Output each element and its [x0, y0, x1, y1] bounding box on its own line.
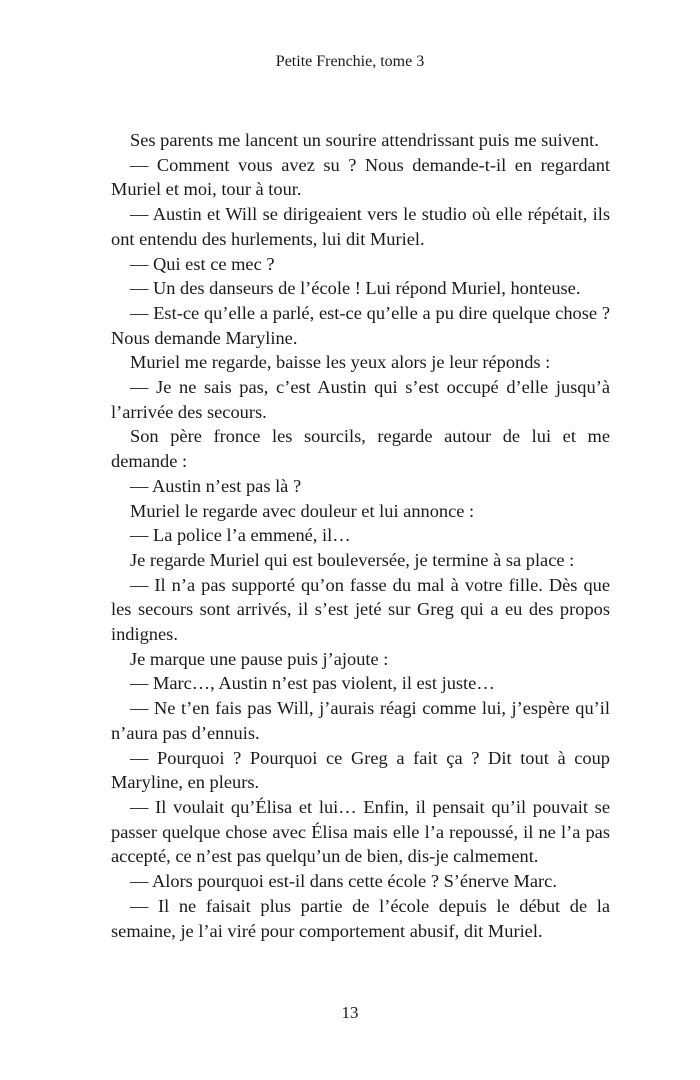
page-body	[111, 128, 610, 943]
paragraph: — Comment vous avez su ? Nous demande-t-il en regardant Muriel et moi, tour à tour.	[111, 154, 610, 200]
paragraph: — Pourquoi ? Pourquoi ce Greg a fait ça ? Dit tout à coup Maryline, en pleurs.	[111, 747, 610, 793]
paragraph: — Austin n’est pas là ?	[130, 475, 302, 496]
running-header	[0, 52, 700, 72]
paragraph: — Il n’a pas supporté qu’on fasse du mal à votre fille. Dès que les secours sont arrivés, il s’est jeté sur Greg qui a eu des propos indignes.	[111, 574, 610, 645]
paragraph: — Est-ce qu’elle a parlé, est-ce qu’elle a pu dire quelque chose ? Nous demande Maryline.	[111, 302, 610, 348]
paragraph: Je regarde Muriel qui est bouleversée, je termine à sa place :	[130, 549, 575, 570]
paragraph: Ses parents me lancent un sourire attendrissant puis me suivent.	[130, 130, 599, 150]
paragraph: — Austin et Will se dirigeaient vers le studio où elle répétait, ils ont entendu des hurlements, lui dit Muriel.	[111, 204, 610, 249]
paragraph: — Qui est ce mec ?	[130, 253, 275, 274]
page-number-value: 13	[341, 1003, 359, 1022]
book-title: Petite Frenchie, tome 3	[275, 53, 425, 70]
paragraph: — Je ne sais pas, c’est Austin qui s’est occupé d’elle jusqu’à l’arrivée des secours.	[111, 377, 610, 422]
page-number	[0, 1003, 700, 1023]
paragraph: — Alors pourquoi est-il dans cette école ? S’énerve Marc.	[130, 871, 557, 892]
paragraph: — Ne t’en fais pas Will, j’aurais réagi comme lui, j’espère qu’il n’aura pas d’ennuis.	[111, 698, 610, 743]
paragraph: — Il voulait qu’Élisa et lui… Enfin, il pensait qu’il pouvait se passer quelque chose avec Élisa mais elle l’a repoussé, il ne l’a pas accepté, ce n’est pas quelqu’un de bien, dis-je calmement.	[111, 796, 610, 867]
paragraph: Son père fronce les sourcils, regarde autour de lui et me demande :	[111, 426, 610, 472]
paragraph: — Il ne faisait plus partie de l’école depuis le début de la semaine, je l’ai viré pour comportement abusif, dit Muriel.	[111, 895, 610, 941]
paragraph: Muriel le regarde avec douleur et lui annonce :	[130, 500, 475, 521]
paragraph: Muriel me regarde, baisse les yeux alors je leur réponds :	[130, 352, 551, 373]
paragraph: Je marque une pause puis j’ajoute :	[130, 648, 389, 669]
paragraph: — La police l’a emmené, il…	[130, 525, 351, 546]
paragraph: — Marc…, Austin n’est pas violent, il est juste…	[130, 673, 495, 694]
paragraph: — Un des danseurs de l’école ! Lui répond Muriel, honteuse.	[130, 278, 581, 299]
